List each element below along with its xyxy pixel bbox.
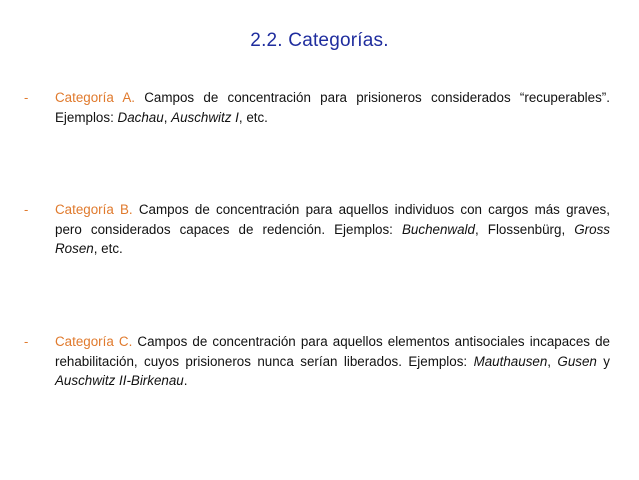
example-name: Auschwitz II-Birkenau [55,373,184,388]
example-name-plain: Flossenbürg [487,221,562,237]
example-separator: , [474,221,488,237]
example-name: Buchenwald [402,221,475,237]
item-description: Campos de concentración para aquellos elementos antisociales incapaces de rehabilitación, cuyos prisioneros nunca serían liberados. Ejemplos: [55,334,610,369]
category-label: Categoría A. [55,90,135,105]
example-separator: , [547,353,558,369]
example-name: Gross Rosen [55,221,610,256]
item-description: Campos de concentración para prisioneros considerados “recuperables”. Ejemplos: [55,90,610,125]
bullet-dash: - [24,90,29,105]
item-text [55,332,610,391]
item-ending: . [183,373,188,388]
example-separator: , [238,109,247,125]
item-ending: etc. [246,109,268,125]
bullet-dash: - [24,334,29,349]
example-name: Auschwitz I [171,109,239,125]
item-ending: , etc. [93,241,123,256]
category-label: Categoría B. [55,202,133,217]
item-text [55,88,610,127]
example-separator: y [596,353,610,369]
example-name: Gusen [557,353,597,369]
example-separator: , [561,221,575,237]
category-label: Categoría C. [55,334,133,349]
example-name: Mauthausen [473,353,548,369]
bullet-dash: - [24,202,29,217]
item-text [55,200,610,259]
slide-title: 2.2. Categorías. [250,30,389,51]
example-name: Dachau [117,109,164,125]
example-separator: , [163,109,172,125]
item-description: Campos de concentración para aquellos individuos con cargos más graves, pero considerados capaces de redención. Ejemplos: [55,202,610,237]
